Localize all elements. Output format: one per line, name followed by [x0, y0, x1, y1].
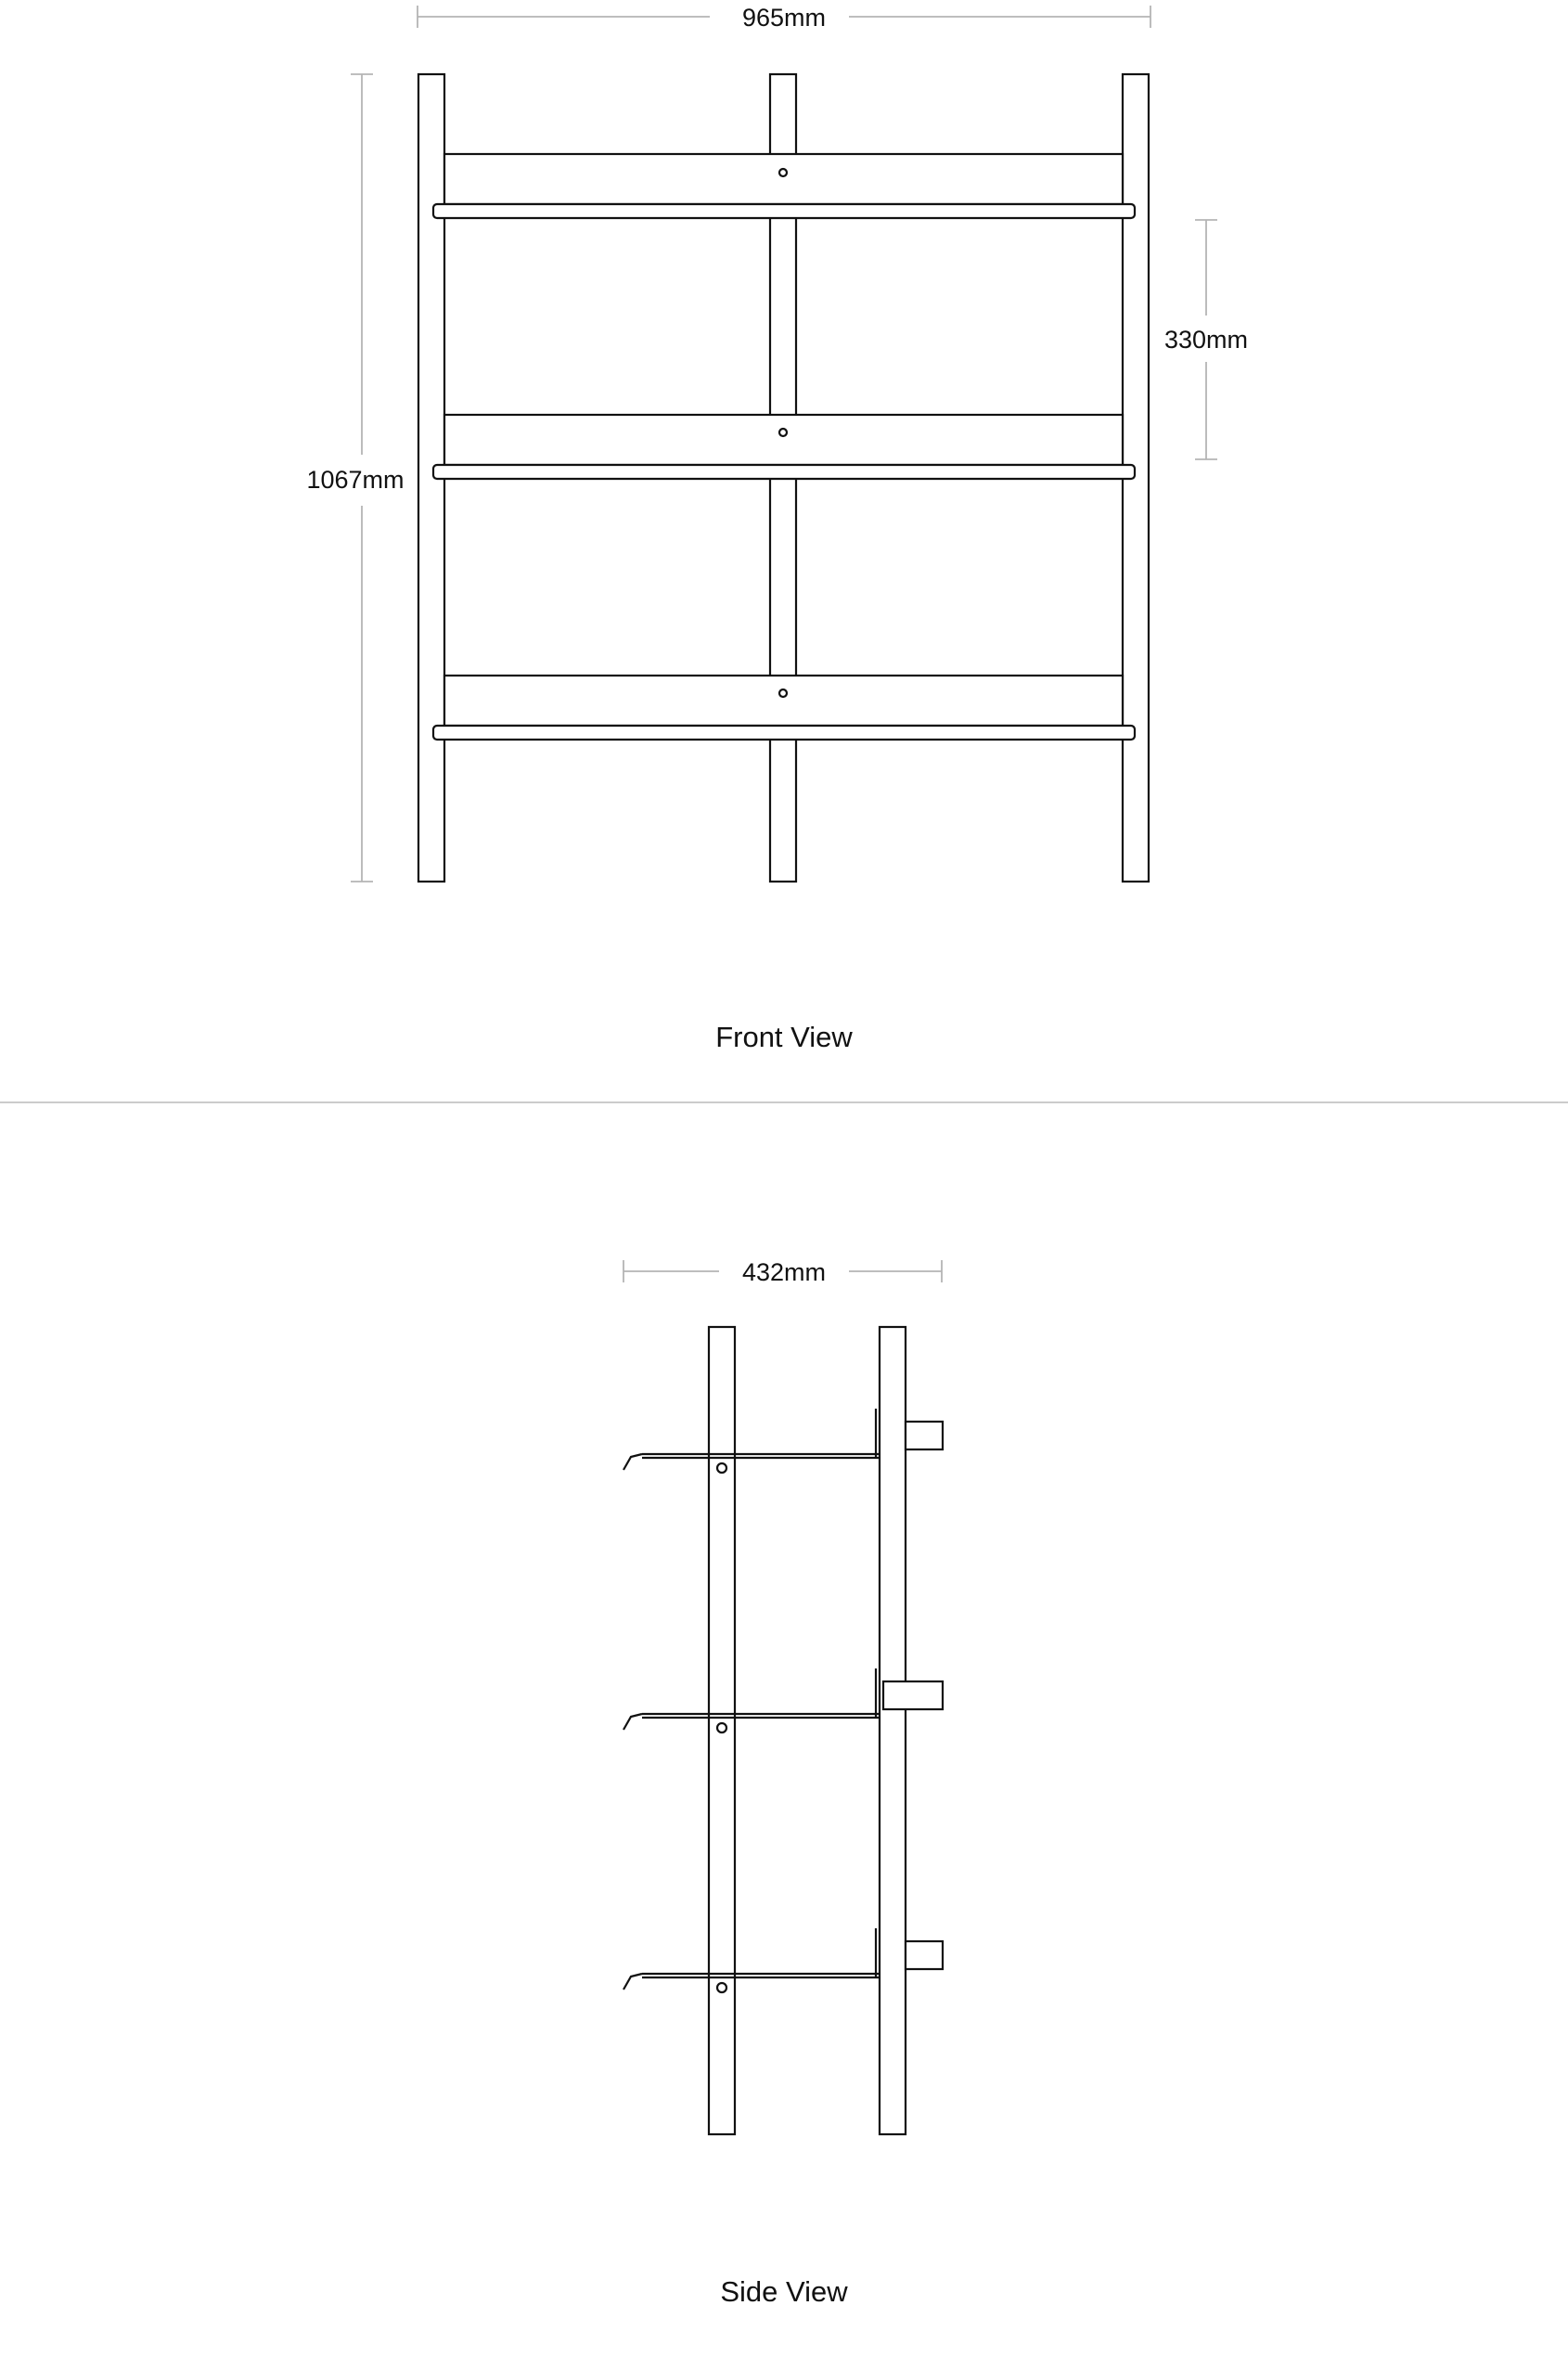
depth-dimension	[623, 1258, 942, 1286]
side-rear-upright	[880, 1327, 906, 2134]
fastener-icon	[717, 1983, 726, 1992]
shelf-lip	[623, 1454, 642, 1470]
height-dimension	[306, 74, 404, 882]
height-dimension-label: 1067mm	[306, 466, 405, 494]
side-view-caption: Side View	[720, 2275, 848, 2308]
fastener-icon	[717, 1463, 726, 1473]
front-shelf-3	[433, 676, 1135, 740]
shelf-board	[433, 204, 1135, 218]
shelf-back-panel	[444, 676, 1123, 726]
front-shelf-2	[433, 415, 1135, 479]
fastener-icon	[717, 1723, 726, 1732]
shelf-lip	[623, 1974, 642, 1990]
fastener-icon	[779, 689, 787, 697]
depth-dimension-label: 432mm	[741, 1258, 827, 1286]
wall-cleat	[883, 1681, 943, 1709]
shelf-spacing-label: 330mm	[1163, 326, 1249, 354]
side-view	[623, 1258, 943, 2308]
wall-cleat	[906, 1422, 943, 1449]
wall-cleat	[906, 1941, 943, 1969]
fastener-icon	[779, 429, 787, 436]
front-view-caption: Front View	[715, 1021, 853, 1053]
shelf-board	[433, 726, 1135, 740]
shelf-lip	[623, 1714, 642, 1730]
shelf-spacing-dimension	[1164, 220, 1248, 459]
width-dimension	[418, 4, 1150, 32]
width-dimension-label: 965mm	[741, 4, 827, 32]
shelf-back-panel	[444, 415, 1123, 465]
front-view	[306, 4, 1248, 1053]
front-shelf-1	[433, 154, 1135, 218]
fastener-icon	[779, 169, 787, 176]
shelf-board	[433, 465, 1135, 479]
shelf-back-panel	[444, 154, 1123, 204]
